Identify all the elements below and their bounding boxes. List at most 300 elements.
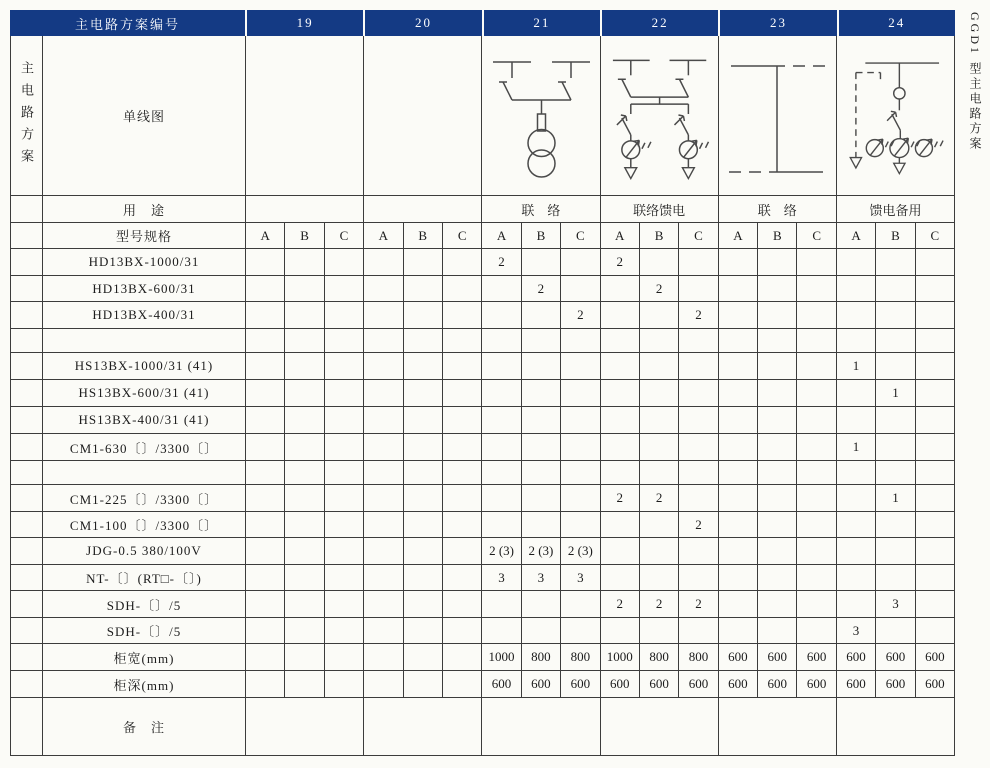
value-cell — [916, 380, 954, 407]
value-cell — [443, 512, 482, 538]
value-cell: 2 (3) — [561, 538, 600, 565]
value-cell — [758, 618, 797, 644]
row-label: CM1-630〔〕/3300〔〕 — [43, 434, 246, 461]
value-cell — [404, 618, 443, 644]
narrow-cell — [11, 380, 43, 407]
value-cell — [246, 302, 285, 329]
value-cell — [443, 329, 482, 353]
value-cell: 3 — [482, 565, 521, 591]
value-cell — [246, 329, 285, 353]
value-cell: 1000 — [482, 644, 521, 671]
value-cell — [246, 485, 285, 512]
spec-row-label: 型号规格 — [43, 223, 246, 249]
subcol-header-21-B: B — [522, 223, 561, 249]
value-cell — [916, 461, 954, 485]
table-row — [11, 249, 954, 276]
value-cell — [758, 485, 797, 512]
header-scheme-23: 23 — [720, 10, 838, 36]
row-label: 柜宽(mm) — [43, 644, 246, 671]
value-cell — [837, 329, 876, 353]
value-cell — [561, 353, 600, 380]
value-cell — [719, 249, 758, 276]
value-cell — [364, 618, 403, 644]
value-cell — [522, 380, 561, 407]
value-cell — [876, 353, 915, 380]
remark-cell-23 — [719, 698, 837, 755]
value-cell — [522, 302, 561, 329]
value-cell — [719, 591, 758, 618]
value-cell — [758, 329, 797, 353]
value-cell — [837, 380, 876, 407]
value-cell: 600 — [679, 671, 718, 698]
value-cell — [679, 249, 718, 276]
subcol-header-20-A: A — [364, 223, 403, 249]
subcol-header-22-B: B — [640, 223, 679, 249]
table-row — [11, 276, 954, 302]
table-row — [11, 538, 954, 565]
value-cell — [837, 249, 876, 276]
value-cell — [443, 538, 482, 565]
value-cell — [246, 407, 285, 434]
value-cell — [876, 302, 915, 329]
value-cell — [443, 380, 482, 407]
value-cell — [561, 512, 600, 538]
value-cell — [797, 276, 836, 302]
value-cell — [364, 407, 403, 434]
value-cell — [482, 461, 521, 485]
value-cell — [404, 353, 443, 380]
value-cell — [916, 329, 954, 353]
value-cell: 600 — [561, 671, 600, 698]
value-cell — [364, 380, 403, 407]
purpose-cell-19 — [246, 196, 364, 223]
value-cell — [758, 249, 797, 276]
value-cell — [246, 249, 285, 276]
value-cell — [482, 407, 521, 434]
value-cell — [758, 276, 797, 302]
value-cell — [325, 276, 364, 302]
value-cell — [797, 407, 836, 434]
value-cell — [916, 276, 954, 302]
value-cell: 600 — [719, 671, 758, 698]
value-cell — [443, 565, 482, 591]
value-cell — [482, 512, 521, 538]
value-cell — [246, 644, 285, 671]
subcol-header-20-C: C — [443, 223, 482, 249]
value-cell — [325, 407, 364, 434]
value-cell: 2 — [679, 591, 718, 618]
value-cell — [916, 512, 954, 538]
value-cell: 1 — [837, 434, 876, 461]
value-cell — [797, 485, 836, 512]
value-cell — [601, 380, 640, 407]
header-scheme-20: 20 — [365, 10, 483, 36]
remark-cell-21 — [482, 698, 600, 755]
row-label: CM1-100〔〕/3300〔〕 — [43, 512, 246, 538]
subcol-header-23-C: C — [797, 223, 836, 249]
value-cell — [758, 380, 797, 407]
value-cell: 2 — [561, 302, 600, 329]
value-cell — [522, 353, 561, 380]
value-cell — [522, 485, 561, 512]
value-cell — [285, 565, 324, 591]
value-cell — [876, 407, 915, 434]
row-label: SDH-〔〕/5 — [43, 618, 246, 644]
value-cell — [364, 329, 403, 353]
value-cell — [285, 276, 324, 302]
left-vertical-caption-text: 主电路方案 — [19, 60, 34, 171]
value-cell — [404, 538, 443, 565]
value-cell — [482, 434, 521, 461]
value-cell — [719, 618, 758, 644]
value-cell: 1 — [876, 380, 915, 407]
value-cell — [325, 485, 364, 512]
row-label: HD13BX-1000/31 — [43, 249, 246, 276]
value-cell — [482, 618, 521, 644]
main-circuit-scheme-table — [10, 10, 955, 756]
value-cell: 600 — [522, 671, 561, 698]
value-cell — [719, 380, 758, 407]
value-cell — [325, 380, 364, 407]
subcol-header-23-B: B — [758, 223, 797, 249]
remark-cell-19 — [246, 698, 364, 755]
value-cell — [522, 618, 561, 644]
value-cell: 2 — [601, 485, 640, 512]
row-label — [43, 329, 246, 353]
subcol-header-24-C: C — [916, 223, 954, 249]
value-cell — [325, 565, 364, 591]
table-row — [11, 485, 954, 512]
value-cell: 2 — [640, 485, 679, 512]
value-cell: 600 — [916, 671, 954, 698]
value-cell: 600 — [758, 644, 797, 671]
value-cell — [758, 591, 797, 618]
value-cell: 3 — [522, 565, 561, 591]
value-cell — [758, 407, 797, 434]
value-cell — [285, 434, 324, 461]
header-scheme-21: 21 — [484, 10, 602, 36]
table-row — [11, 591, 954, 618]
value-cell: 2 — [640, 591, 679, 618]
table-body — [10, 36, 955, 756]
value-cell: 600 — [837, 671, 876, 698]
value-cell — [325, 353, 364, 380]
value-cell — [404, 249, 443, 276]
value-cell — [522, 249, 561, 276]
value-cell — [719, 302, 758, 329]
value-cell — [837, 512, 876, 538]
value-cell — [482, 276, 521, 302]
diagram-cell-empty-20 — [364, 36, 482, 196]
value-cell — [522, 329, 561, 353]
table-row — [11, 380, 954, 407]
value-cell — [443, 434, 482, 461]
remark-row-label: 备 注 — [43, 698, 246, 755]
value-cell: 600 — [916, 644, 954, 671]
value-cell — [561, 618, 600, 644]
value-cell: 600 — [797, 644, 836, 671]
subcol-header-19-C: C — [325, 223, 364, 249]
value-cell: 600 — [758, 671, 797, 698]
value-cell — [601, 565, 640, 591]
table-row — [11, 353, 954, 380]
row-label: CM1-225〔〕/3300〔〕 — [43, 485, 246, 512]
table-row — [11, 671, 954, 698]
value-cell — [285, 249, 324, 276]
value-cell — [325, 538, 364, 565]
value-cell — [404, 644, 443, 671]
value-cell — [916, 353, 954, 380]
value-cell — [797, 249, 836, 276]
row-label — [43, 461, 246, 485]
value-cell — [719, 434, 758, 461]
value-cell — [364, 671, 403, 698]
value-cell — [640, 407, 679, 434]
value-cell — [679, 538, 718, 565]
value-cell — [601, 302, 640, 329]
value-cell: 600 — [876, 671, 915, 698]
value-cell: 600 — [797, 671, 836, 698]
narrow-cell — [11, 618, 43, 644]
value-cell — [640, 353, 679, 380]
value-cell — [758, 461, 797, 485]
value-cell — [876, 276, 915, 302]
value-cell — [561, 276, 600, 302]
value-cell — [482, 302, 521, 329]
value-cell: 800 — [640, 644, 679, 671]
value-cell — [443, 407, 482, 434]
header-title-cell: 主电路方案编号 — [10, 10, 247, 36]
row-label: 柜深(mm) — [43, 671, 246, 698]
value-cell — [601, 407, 640, 434]
value-cell — [916, 565, 954, 591]
value-cell: 600 — [601, 671, 640, 698]
value-cell — [876, 618, 915, 644]
value-cell — [601, 434, 640, 461]
row-label: HD13BX-600/31 — [43, 276, 246, 302]
value-cell — [325, 302, 364, 329]
value-cell — [246, 565, 285, 591]
value-cell — [522, 434, 561, 461]
value-cell — [285, 407, 324, 434]
subcol-header-19-B: B — [285, 223, 324, 249]
side-caption: GGD1 型主电路方案 — [968, 12, 982, 152]
value-cell — [522, 591, 561, 618]
value-cell — [876, 565, 915, 591]
value-cell — [404, 512, 443, 538]
value-cell — [679, 461, 718, 485]
table-row — [11, 461, 954, 485]
row-label: HS13BX-600/31 (41) — [43, 380, 246, 407]
value-cell — [758, 565, 797, 591]
value-cell — [837, 485, 876, 512]
narrow-cell — [11, 407, 43, 434]
table-row — [11, 698, 954, 755]
value-cell — [601, 538, 640, 565]
value-cell — [679, 380, 718, 407]
value-cell — [601, 618, 640, 644]
value-cell — [797, 329, 836, 353]
value-cell — [916, 485, 954, 512]
value-cell — [640, 302, 679, 329]
value-cell — [916, 591, 954, 618]
value-cell — [285, 302, 324, 329]
value-cell — [246, 276, 285, 302]
value-cell: 2 — [679, 512, 718, 538]
value-cell — [285, 461, 324, 485]
value-cell — [797, 618, 836, 644]
value-cell — [797, 565, 836, 591]
value-cell: 800 — [522, 644, 561, 671]
table-row — [11, 36, 954, 196]
value-cell — [719, 329, 758, 353]
value-cell — [364, 249, 403, 276]
value-cell — [364, 512, 403, 538]
purpose-cell-21: 联 络 — [482, 196, 600, 223]
narrow-cell — [11, 249, 43, 276]
value-cell — [246, 538, 285, 565]
value-cell — [246, 671, 285, 698]
value-cell — [443, 276, 482, 302]
feeder-standby-diagram — [837, 36, 954, 196]
value-cell — [797, 461, 836, 485]
value-cell — [561, 461, 600, 485]
value-cell — [679, 276, 718, 302]
narrow-cell — [11, 512, 43, 538]
value-cell — [876, 329, 915, 353]
value-cell — [325, 512, 364, 538]
narrow-cell — [11, 644, 43, 671]
value-cell — [482, 485, 521, 512]
value-cell — [246, 591, 285, 618]
value-cell: 2 (3) — [522, 538, 561, 565]
value-cell — [640, 618, 679, 644]
value-cell — [837, 538, 876, 565]
value-cell — [719, 512, 758, 538]
value-cell — [325, 434, 364, 461]
value-cell — [679, 353, 718, 380]
value-cell — [404, 461, 443, 485]
narrow-cell — [11, 353, 43, 380]
value-cell — [797, 512, 836, 538]
value-cell — [246, 461, 285, 485]
row-label: HD13BX-400/31 — [43, 302, 246, 329]
value-cell — [325, 461, 364, 485]
purpose-row-label: 用 途 — [43, 196, 246, 223]
value-cell — [719, 353, 758, 380]
value-cell — [758, 353, 797, 380]
value-cell — [325, 644, 364, 671]
tie-feeder-diagram — [601, 36, 719, 196]
value-cell — [876, 538, 915, 565]
value-cell — [719, 276, 758, 302]
value-cell — [561, 434, 600, 461]
value-cell — [758, 538, 797, 565]
value-cell — [482, 380, 521, 407]
value-cell — [482, 329, 521, 353]
narrow-cell — [11, 698, 43, 755]
value-cell — [285, 329, 324, 353]
value-cell — [758, 434, 797, 461]
value-cell — [364, 434, 403, 461]
value-cell — [640, 380, 679, 407]
narrow-cell — [11, 671, 43, 698]
narrow-cell — [11, 485, 43, 512]
value-cell — [443, 485, 482, 512]
value-cell — [601, 512, 640, 538]
pt-tie-diagram — [482, 36, 600, 196]
value-cell — [916, 538, 954, 565]
value-cell — [364, 302, 403, 329]
table-row — [11, 434, 954, 461]
value-cell — [443, 591, 482, 618]
value-cell — [325, 591, 364, 618]
purpose-cell-24: 馈电备用 — [837, 196, 954, 223]
narrow-cell — [11, 565, 43, 591]
subcol-header-23-A: A — [719, 223, 758, 249]
header-scheme-24: 24 — [839, 10, 955, 36]
value-cell — [325, 671, 364, 698]
value-cell — [404, 565, 443, 591]
value-cell — [522, 407, 561, 434]
value-cell — [797, 538, 836, 565]
value-cell: 3 — [561, 565, 600, 591]
table-row — [11, 196, 954, 223]
value-cell: 800 — [561, 644, 600, 671]
remark-cell-20 — [364, 698, 482, 755]
value-cell: 600 — [640, 671, 679, 698]
value-cell — [246, 618, 285, 644]
value-cell — [758, 512, 797, 538]
subcol-header-22-A: A — [601, 223, 640, 249]
table-row — [11, 302, 954, 329]
purpose-cell-22: 联络馈电 — [601, 196, 719, 223]
value-cell: 2 (3) — [482, 538, 521, 565]
value-cell — [246, 512, 285, 538]
value-cell — [601, 276, 640, 302]
value-cell — [719, 565, 758, 591]
value-cell — [404, 485, 443, 512]
value-cell — [285, 618, 324, 644]
value-cell — [916, 302, 954, 329]
table-row — [11, 618, 954, 644]
value-cell — [522, 461, 561, 485]
value-cell — [285, 671, 324, 698]
header-scheme-22: 22 — [602, 10, 720, 36]
value-cell: 800 — [679, 644, 718, 671]
value-cell — [404, 329, 443, 353]
table-header-row — [10, 10, 955, 36]
table-row — [11, 329, 954, 353]
value-cell — [601, 461, 640, 485]
value-cell — [719, 461, 758, 485]
value-cell — [719, 538, 758, 565]
value-cell — [561, 249, 600, 276]
diagram-row-label: 单线图 — [43, 36, 246, 196]
value-cell — [246, 380, 285, 407]
subcol-header-24-B: B — [876, 223, 915, 249]
value-cell — [876, 249, 915, 276]
value-cell — [719, 485, 758, 512]
value-cell — [443, 461, 482, 485]
narrow-cell — [11, 196, 43, 223]
value-cell — [797, 434, 836, 461]
value-cell — [916, 249, 954, 276]
value-cell — [916, 434, 954, 461]
value-cell — [679, 434, 718, 461]
value-cell: 1 — [876, 485, 915, 512]
value-cell — [640, 434, 679, 461]
